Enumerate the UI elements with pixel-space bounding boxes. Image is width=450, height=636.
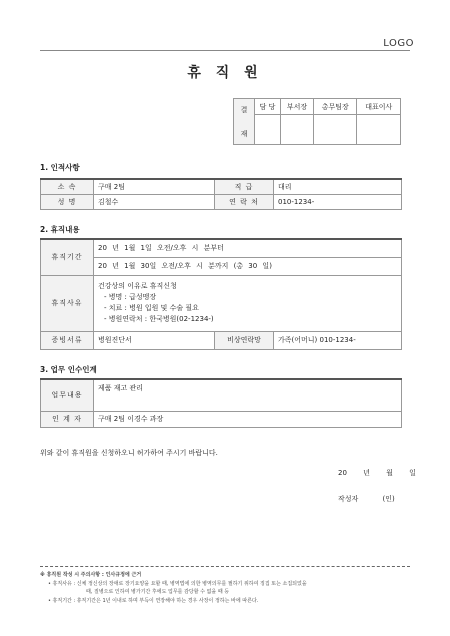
- contact-value[interactable]: 010-1234-: [274, 195, 402, 210]
- section1-title: 1. 인적사항: [40, 163, 80, 172]
- seal-mark: (인): [382, 495, 395, 503]
- docs-value[interactable]: 병원진단서: [94, 331, 215, 349]
- request-date[interactable]: 20 년 월 일: [338, 469, 416, 477]
- approval-col-admin-lead: 총무팀장: [313, 99, 357, 115]
- header-divider: [40, 50, 410, 51]
- signature-line[interactable]: [338, 494, 395, 504]
- section2-title: 2. 휴직내용: [40, 225, 80, 234]
- reason-line: - 치료 : 병원 입원 및 수술 필요: [104, 304, 199, 312]
- reason-value[interactable]: [94, 275, 402, 331]
- notes-line: • 휴직사유 : 신체 정신상의 장애로 장기요양을 요할 때, 병역법에 의한 병역의무를 필하기 위하여 징집 또는 소집되었을: [48, 581, 307, 587]
- contact-label: 연 락 처: [215, 195, 274, 210]
- signer-label: 작성자: [338, 495, 359, 503]
- period-start[interactable]: 20 년 1월 1일 오전/오후 시 분부터: [94, 239, 402, 257]
- reason-line: - 병원연락처 : 한국병원(02-1234-): [104, 315, 214, 323]
- approval-sign-staff[interactable]: [255, 115, 281, 145]
- company-logo: LOGO: [383, 38, 414, 49]
- approval-sign-admin-lead[interactable]: [313, 115, 357, 145]
- notes-heading: ※ 휴직원 작성 시 주의사항 : 인사규정에 근거: [40, 572, 142, 578]
- task-label: 업무내용: [41, 379, 94, 411]
- emergency-label: 비상연락망: [215, 331, 274, 349]
- approval-table: [233, 98, 401, 145]
- name-label: 성 명: [41, 195, 94, 210]
- leave-details-table: [40, 238, 402, 350]
- approval-sign-ceo[interactable]: [357, 115, 401, 145]
- handover-label: 인 계 자: [41, 411, 94, 427]
- task-value[interactable]: 제품 재고 관리: [94, 379, 402, 411]
- approval-sign-dept-head[interactable]: [280, 115, 313, 145]
- period-label: 휴직기간: [41, 239, 94, 275]
- dept-value[interactable]: 구매 2팀: [94, 179, 215, 195]
- position-value[interactable]: 대리: [274, 179, 402, 195]
- notes-line: • 휴직기간 : 휴직기간은 1년 이내로 하며 부득이 연장해야 하는 경우 사장이 정하는 바에 따른다.: [48, 598, 259, 604]
- closing-statement: 위와 같이 휴직원을 신청하오니 허가하여 주시기 바랍니다.: [40, 449, 218, 457]
- section3-title: 3. 업무 인수인계: [40, 365, 97, 374]
- notes-divider: [40, 566, 410, 567]
- approval-col-staff: 담 당: [255, 99, 281, 115]
- reason-line: 건강상의 이유로 휴직신청: [98, 282, 177, 290]
- dept-label: 소 속: [41, 179, 94, 195]
- approval-label: 결 재: [234, 99, 255, 145]
- position-label: 직 급: [215, 179, 274, 195]
- reason-line: - 병명 : 급성맹장: [104, 293, 157, 301]
- document-title: 휴 직 원: [187, 65, 263, 81]
- reason-label: 휴직사유: [41, 275, 94, 331]
- approval-col-ceo: 대표이사: [357, 99, 401, 115]
- handover-value[interactable]: 구매 2팀 이경수 과장: [94, 411, 402, 427]
- period-end[interactable]: 20 년 1월 30일 오전/오후 시 분까지 (총 30 일): [94, 257, 402, 275]
- personal-info-table: [40, 178, 402, 210]
- handover-table: [40, 378, 402, 428]
- docs-label: 증빙서류: [41, 331, 94, 349]
- approval-col-dept-head: 부서장: [280, 99, 313, 115]
- name-value[interactable]: 김철수: [94, 195, 215, 210]
- notes-line: 때, 질병으로 인하여 병가기간 후에도 업무를 감당할 수 없을 때 등: [86, 589, 230, 595]
- emergency-value[interactable]: 가족(어머니) 010-1234-: [274, 331, 402, 349]
